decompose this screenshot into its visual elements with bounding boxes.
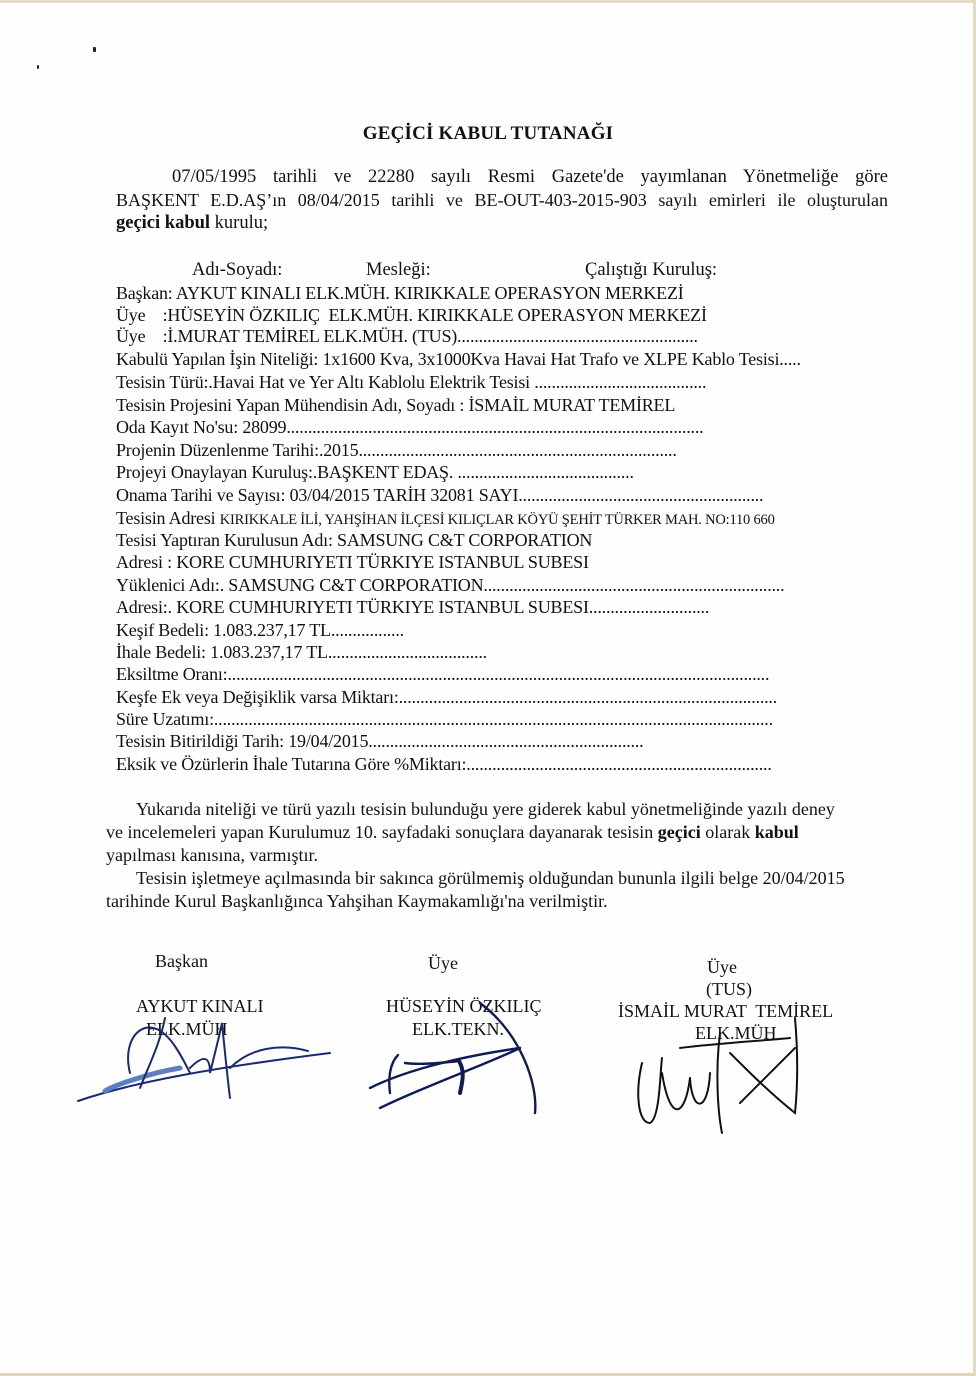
committee-member-1: Üye :HÜSEYİN ÖZKILIÇ ELK.MÜH. KIRIKKALE OPERASYON MERKEZİ [116, 305, 707, 325]
field-contractor-address: Adresi:. KORE CUMHURIYETI TÜRKIYE ISTANBUL SUBESI............................ [116, 597, 710, 617]
scan-speck [37, 65, 39, 69]
handwritten-signature-member-1 [360, 1003, 560, 1113]
signature-name-chair: AYKUT KINALI [136, 996, 264, 1016]
scan-speck [93, 47, 96, 52]
signature-extra-member-2: (TUS) [706, 979, 752, 999]
field-label: Tesisin Adresi [116, 508, 220, 528]
signature-stroke [460, 1063, 463, 1093]
intro-line-1: 07/05/1995 tarihli ve 22280 sayılı Resmi Gazete'de yayımlanan Yönetmeliğe göre [172, 167, 888, 187]
conclusion-bold: kabul [754, 822, 799, 842]
field-chamber-reg-no: Oda Kayıt No'su: 28099................................................................................................. [116, 417, 704, 437]
conclusion-paragraph-1 [106, 798, 846, 867]
signature-stroke [480, 1003, 535, 1113]
committee-member-chair: Başkan: AYKUT KINALI ELK.MÜH. KIRIKKALE OPERASYON MERKEZİ [116, 283, 684, 303]
signature-stroke [190, 1023, 230, 1098]
field-additional-amount: Keşfe Ek veya Değişiklik varsa Miktarı:........................................................................................ [116, 687, 778, 707]
signature-title-chair: ELK.MÜH [146, 1019, 228, 1039]
conclusion-text: yapılması kanısına, varmıştır. [106, 845, 318, 865]
intro-rest-text: kurulu; [210, 213, 269, 233]
signature-role-member-2: Üye [707, 957, 737, 977]
signature-stroke [78, 1053, 330, 1101]
field-tender-cost: İhale Bedeli: 1.083.237,17 TL..................................... [116, 642, 487, 662]
signature-stroke [389, 1055, 398, 1093]
signature-stroke [740, 1048, 795, 1103]
signature-role-member-1: Üye [428, 953, 458, 973]
field-value: KIRIKKALE İLİ, YAHŞİHAN İLÇESİ KILIÇLAR KÖYÜ ŞEHİT TÜRKER MAH. NO:110 660 [219, 512, 775, 528]
signature-stroke [680, 1038, 790, 1048]
signature-name-member-1: HÜSEYİN ÖZKILIÇ [386, 996, 542, 1016]
header-institution: Çalıştığı Kuruluş: [585, 260, 718, 280]
signature-stroke [730, 1018, 797, 1113]
field-discount-rate: Eksiltme Oranı:.............................................................................................................................. [116, 664, 770, 684]
signature-name-member-2: İSMAİL MURAT TEMİREL [618, 1001, 834, 1021]
signature-title-member-2: ELK.MÜH [695, 1023, 777, 1043]
field-approval-date-number: Onama Tarihi ve Sayısı: 03/04/2015 TARİH 32081 SAYI......................................................... [116, 485, 764, 505]
intro-paragraph [116, 166, 888, 235]
conclusion-text: Yukarıda niteliği ve türü yazılı tesisin bulunduğu yere giderek kabul yönetmeliğinde yazılı deney ve incelemeleri yapan Kurulumuz 10. sayfadaki sonuçlara dayanarak tesisin [106, 799, 835, 842]
signature-stroke [638, 1058, 662, 1123]
field-client-address: Adresi : KORE CUMHURIYETI TÜRKIYE ISTANBUL SUBESI [116, 552, 589, 572]
committee-member-2: Üye :İ.MURAT TEMİREL ELK.MÜH. (TUS)........................................................ [116, 326, 698, 346]
document-title: GEÇİCİ KABUL TUTANAĞI [362, 123, 614, 144]
conclusion-text: olarak [700, 822, 755, 842]
signature-stroke [370, 1048, 520, 1088]
header-name: Adı-Soyadı: [192, 260, 283, 280]
signature-stroke [405, 1061, 460, 1064]
field-estimated-cost: Keşif Bedeli: 1.083.237,17 TL................. [116, 620, 404, 640]
signature-stroke [662, 1073, 690, 1109]
conclusion-bold: geçici [657, 822, 701, 842]
field-contractor-name: Yüklenici Adı:. SAMSUNG C&T CORPORATION...................................................................... [116, 575, 785, 595]
signature-stroke [690, 1073, 710, 1104]
intro-bold-text: geçici kabul [116, 213, 211, 233]
signature-title-member-1: ELK.TEKN. [412, 1019, 504, 1039]
field-project-date: Projenin Düzenlenme Tarihi:.2015.......................................................................... [116, 440, 677, 460]
field-facility-address [116, 508, 775, 529]
signature-stroke [717, 1033, 722, 1133]
handwritten-signature-chair [70, 1013, 320, 1103]
conclusion-text: Tesisin işletmeye açılmasında bir sakınca görülmemiş olduğundan bununla ilgili belge 20/04/2015 tarihinde Kurul Başkanlığınca Yahşihan Kaymakamlığı'na verilmiştir. [106, 868, 845, 911]
signature-stroke [380, 1048, 520, 1108]
header-profession: Mesleği: [366, 260, 431, 280]
field-approving-institution: Projeyi Onaylayan Kuruluş:.BAŞKENT EDAŞ. ......................................... [116, 462, 634, 482]
handwritten-signature-member-2 [630, 1013, 810, 1133]
conclusion-paragraph-2 [106, 867, 846, 913]
intro-line-2: BAŞKENT E.D.AŞ’ın 08/04/2015 tarihli ve BE-OUT-403-2015-903 sayılı emirleri ile oluşturulan [116, 190, 888, 210]
field-project-engineer: Tesisin Projesini Yapan Mühendisin Adı, Soyadı : İSMAİL MURAT TEMİREL [116, 395, 676, 415]
field-deficiency-percentage: Eksik ve Özürlerin İhale Tutarına Göre %Miktarı:....................................................................... [116, 754, 772, 774]
intro-line-3 [116, 212, 888, 235]
signature-role-chair: Başkan [155, 951, 208, 971]
field-facility-type: Tesisin Türü:.Havai Hat ve Yer Altı Kablolu Elektrik Tesisi ........................................ [116, 372, 707, 392]
field-time-extension: Süre Uzatımı:.................................................................................................................................. [116, 709, 773, 729]
field-work-nature: Kabulü Yapılan İşin Niteliği: 1x1600 Kva, 3x1000Kva Havai Hat Trafo ve XLPE Kablo Tesisi..... [116, 349, 801, 369]
field-client-name: Tesisi Yaptıran Kurulusun Adı: SAMSUNG C&T CORPORATION [116, 530, 593, 550]
field-completion-date: Tesisin Bitirildiği Tarih: 19/04/2015................................................................ [116, 731, 644, 751]
